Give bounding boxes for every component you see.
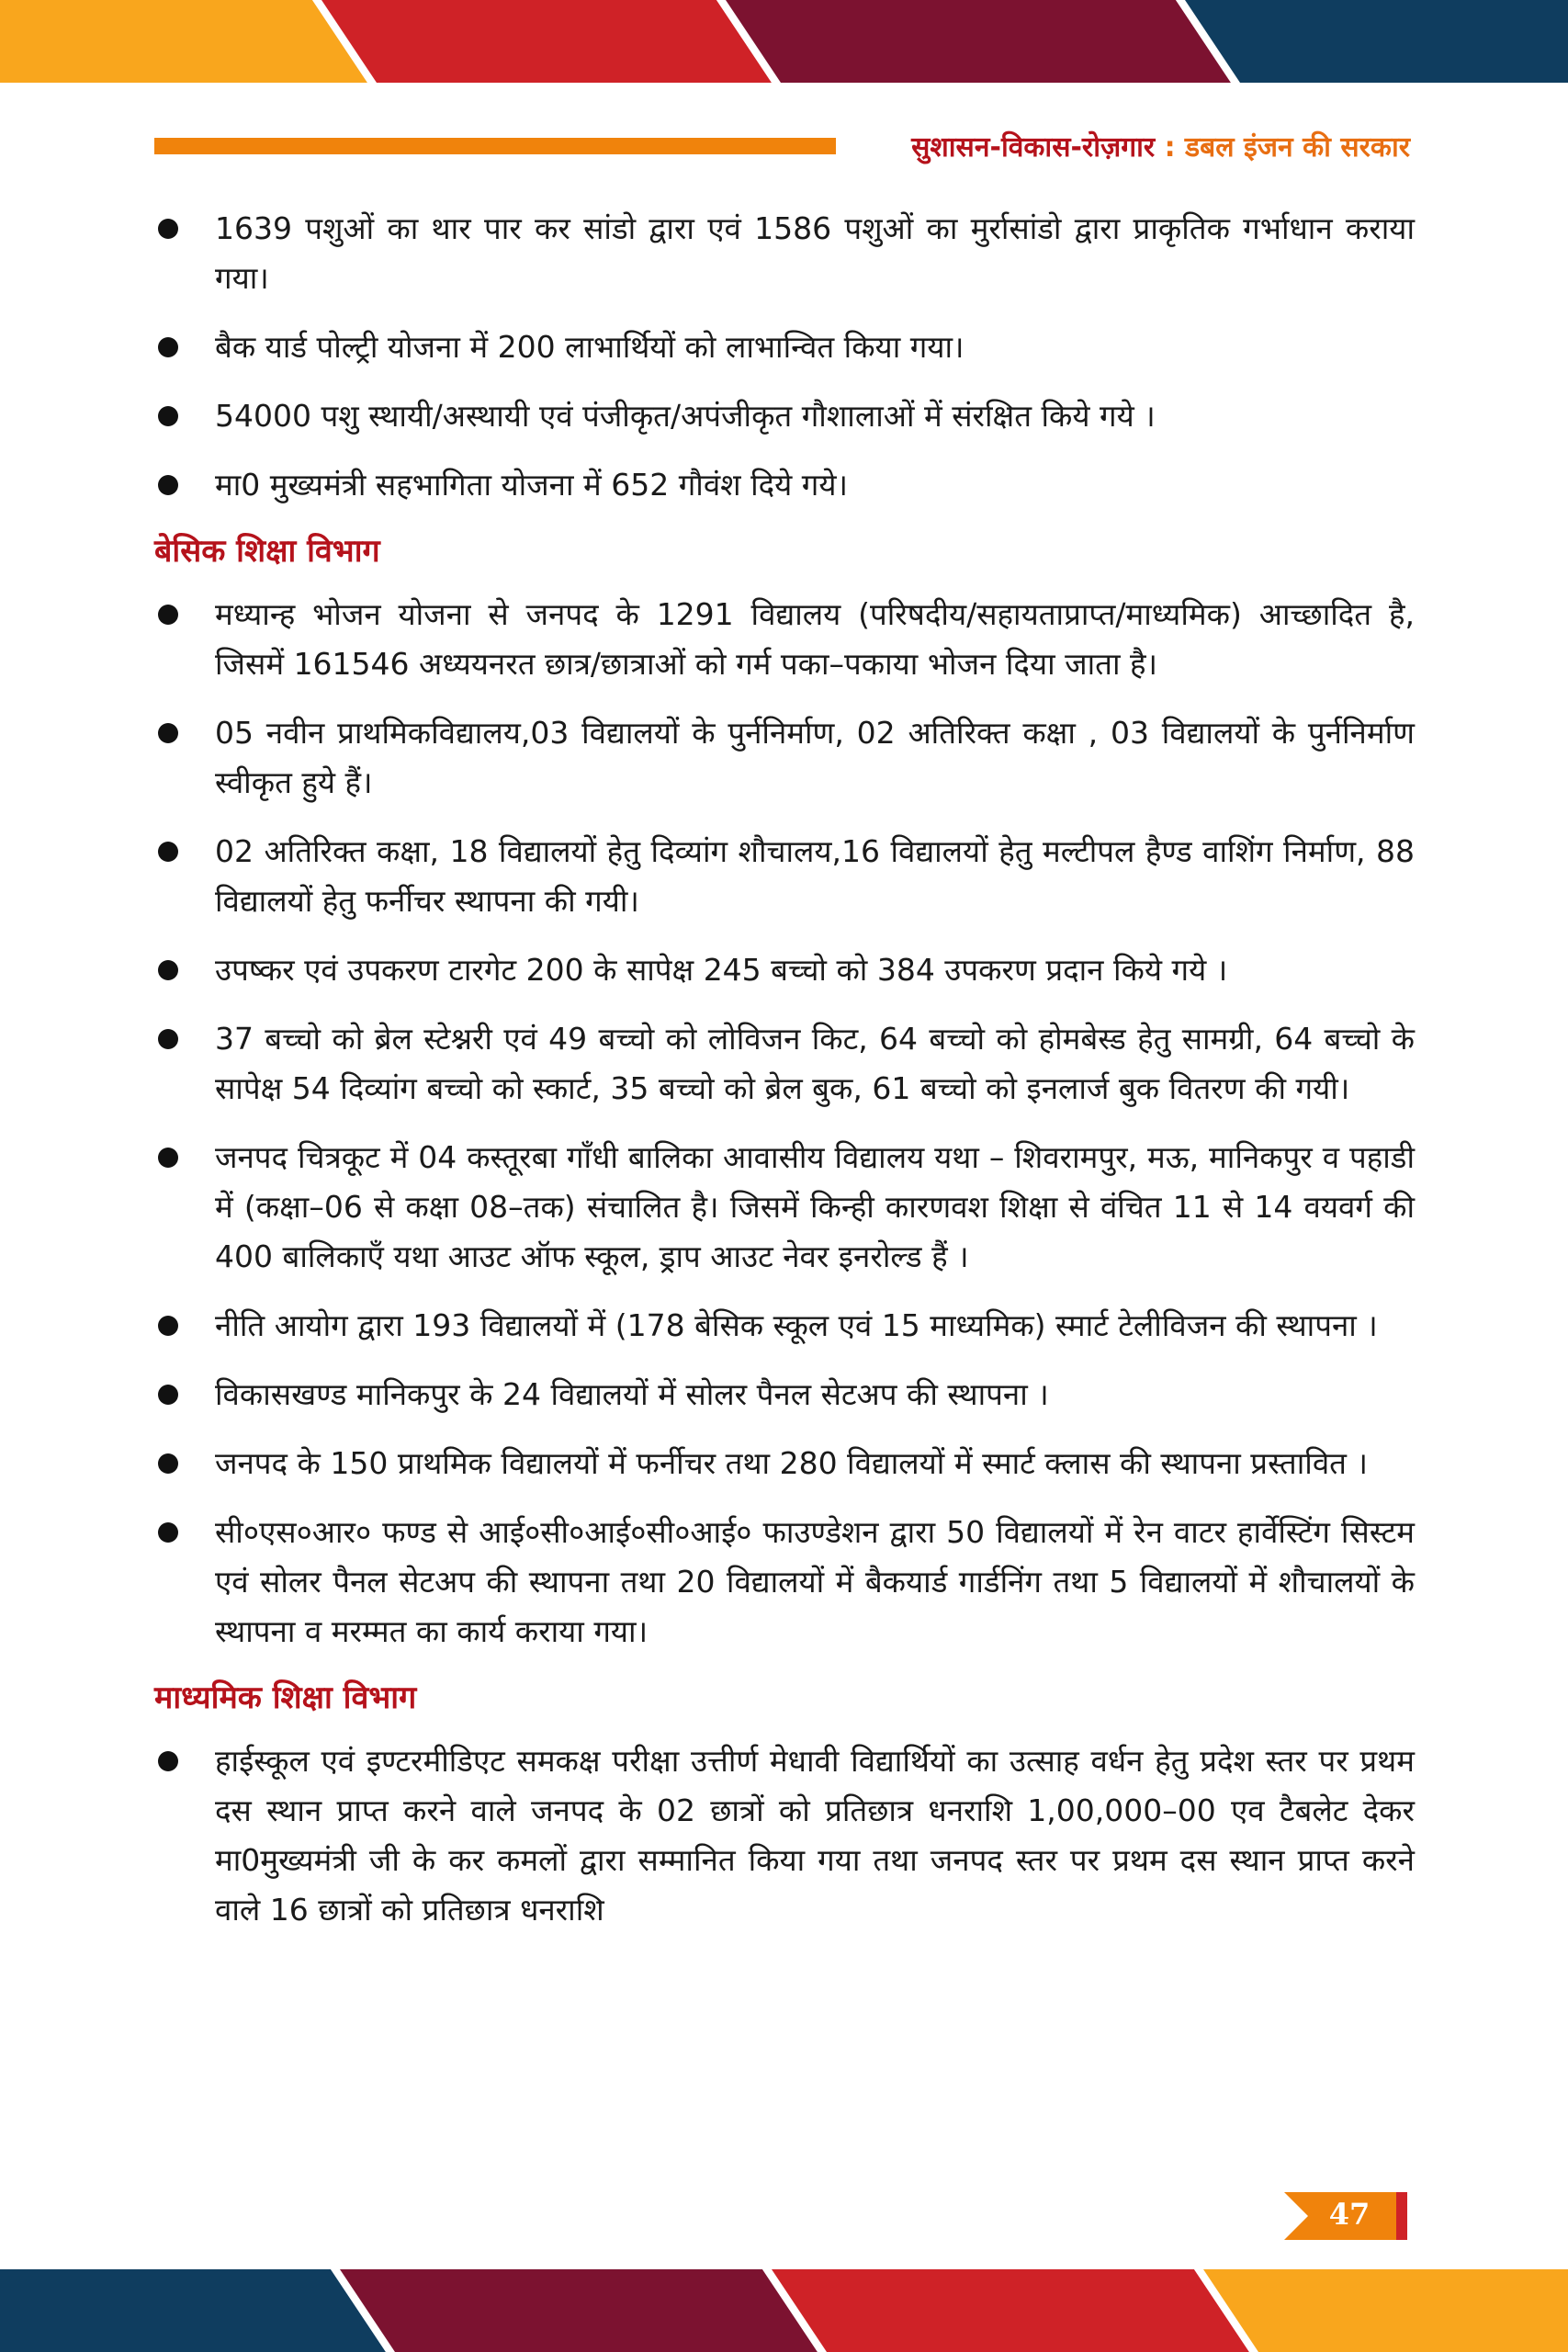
bullet-icon xyxy=(158,1316,178,1336)
list-item: 37 बच्चो को ब्रेल स्टेश्नरी एवं 49 बच्चो को लोविजन किट, 64 बच्चो को होमबेस्ड हेतु सामग्री, 64 बच्चो के सापेक्ष 54 दिव्यांग बच्चो को स्कार्ट, 35 बच्चो को ब्रेल बुक, 61 बच्चो को इनलार्ज बुक वितरण की गयी। xyxy=(154,1014,1415,1114)
bullet-icon xyxy=(158,406,178,426)
list-item: मा0 मुख्यमंत्री सहभागिता योजना में 652 गौवंश दिये गये। xyxy=(154,460,1415,510)
intro-bullet-list xyxy=(154,204,1415,510)
page-number: 47 xyxy=(1328,2197,1371,2232)
bullet-icon xyxy=(158,842,178,862)
list-item: 54000 पशु स्थायी/अस्थायी एवं पंजीकृत/अपंजीकृत गौशालाओं में संरक्षित किये गये । xyxy=(154,391,1415,441)
header-title xyxy=(911,127,1410,164)
bullet-icon xyxy=(158,1029,178,1049)
list-item: विकासखण्ड मानिकपुर के 24 विद्यालयों में सोलर पैनल सेटअप की स्थापना । xyxy=(154,1370,1415,1419)
bullet-icon xyxy=(158,219,178,239)
secondary-education-bullet-list xyxy=(154,1736,1415,1935)
list-item: सी०एस०आर० फण्ड से आई०सी०आई०सी०आई० फाउण्डेशन द्वारा 50 विद्यालयों में रेन वाटर हार्वेस्टिंग सिस्टम एवं सोलर पैनल सेटअप की स्थापना तथा 20 विद्यालयों में बैकयार्ड गार्डनिंग तथा 5 विद्यालयों में शौचालयों के स्थापना व मरम्मत का कार्य कराया गया। xyxy=(154,1508,1415,1657)
page-content xyxy=(154,204,1415,1954)
section-heading-secondary-education: माध्यमिक शिक्षा विभाग xyxy=(154,1679,417,1716)
page-number-badge xyxy=(1284,2192,1407,2240)
list-item: 05 नवीन प्राथमिकविद्यालय,03 विद्यालयों के पुर्ननिर्माण, 02 अतिरिक्त कक्षा , 03 विद्यालयों के पुर्ननिर्माण स्वीकृत हुये हैं। xyxy=(154,708,1415,808)
basic-education-bullet-list xyxy=(154,590,1415,1657)
bullet-icon xyxy=(158,337,178,357)
bullet-icon xyxy=(158,475,178,495)
bullet-icon xyxy=(158,1453,178,1474)
bullet-icon xyxy=(158,1148,178,1168)
bullet-icon xyxy=(158,1751,178,1771)
section-heading-basic-education: बेसिक शिक्षा विभाग xyxy=(154,533,380,570)
list-item: 1639 पशुओं का थार पार कर सांडो द्वारा एवं 1586 पशुओं का मुर्रासांडो द्वारा प्राकृतिक गर्भाधान कराया गया। xyxy=(154,204,1415,303)
list-item: नीति आयोग द्वारा 193 विद्यालयों में (178 बेसिक स्कूल एवं 15 माध्यमिक) स्मार्ट टेलीविजन की स्थापना । xyxy=(154,1301,1415,1351)
bullet-icon xyxy=(158,1385,178,1405)
bottom-decorative-band xyxy=(0,2269,1568,2352)
bullet-icon xyxy=(158,605,178,625)
header-title-part2: : डबल इंजन की सरकार xyxy=(1155,131,1410,164)
header-rule xyxy=(154,138,836,154)
list-item: बैक यार्ड पोल्ट्री योजना में 200 लाभार्थियों को लाभान्वित किया गया। xyxy=(154,322,1415,372)
list-item: जनपद के 150 प्राथमिक विद्यालयों में फर्नीचर तथा 280 विद्यालयों में स्मार्ट क्लास की स्थापना प्रस्तावित । xyxy=(154,1439,1415,1488)
header-title-part1: सुशासन-विकास-रोज़गार xyxy=(911,131,1156,164)
bullet-icon xyxy=(158,723,178,743)
top-decorative-band xyxy=(0,0,1568,83)
list-item: 02 अतिरिक्त कक्षा, 18 विद्यालयों हेतु दिव्यांग शौचालय,16 विद्यालयों हेतु मल्टीपल हैण्ड वाशिंग निर्माण, 88 विद्यालयों हेतु फर्नीचर स्थापना की गयी। xyxy=(154,827,1415,926)
list-item: उपष्कर एवं उपकरण टारगेट 200 के सापेक्ष 245 बच्चो को 384 उपकरण प्रदान किये गये । xyxy=(154,945,1415,995)
list-item: मध्यान्ह भोजन योजना से जनपद के 1291 विद्यालय (परिषदीय/सहायताप्राप्त/माध्यमिक) आच्छादित है, जिसमें 161546 अध्ययनरत छात्र/छात्राओं को गर्म पका–पकाया भोजन दिया जाता है। xyxy=(154,590,1415,689)
bullet-icon xyxy=(158,960,178,980)
bullet-icon xyxy=(158,1522,178,1543)
list-item: हाईस्कूल एवं इण्टरमीडिएट समकक्ष परीक्षा उत्तीर्ण मेधावी विद्यार्थियों का उत्साह वर्धन हेतु प्रदेश स्तर पर प्रथम दस स्थान प्राप्त करने वाले जनपद के 02 छात्रों को प्रतिछात्र धनराशि 1,00,000–00 एव टैबलेट देकर मा0मुख्यमंत्री जी के कर कमलों द्वारा सम्मानित किया गया तथा जनपद स्तर पर प्रथम दस स्थान प्राप्त करने वाले 16 छात्रों को प्रतिछात्र धनराशि xyxy=(154,1736,1415,1935)
list-item: जनपद चित्रकूट में 04 कस्तूरबा गाँधी बालिका आवासीय विद्यालय यथा – शिवरामपुर, मऊ, मानिकपुर व पहाडी में (कक्षा–06 से कक्षा 08–तक) संचालित है। जिसमें किन्ही कारणवश शिक्षा से वंचित 11 से 14 वयवर्ग की 400 बालिकाएँ यथा आउट ऑफ स्कूल, ड्राप आउट नेवर इनरोल्ड हैं । xyxy=(154,1133,1415,1282)
